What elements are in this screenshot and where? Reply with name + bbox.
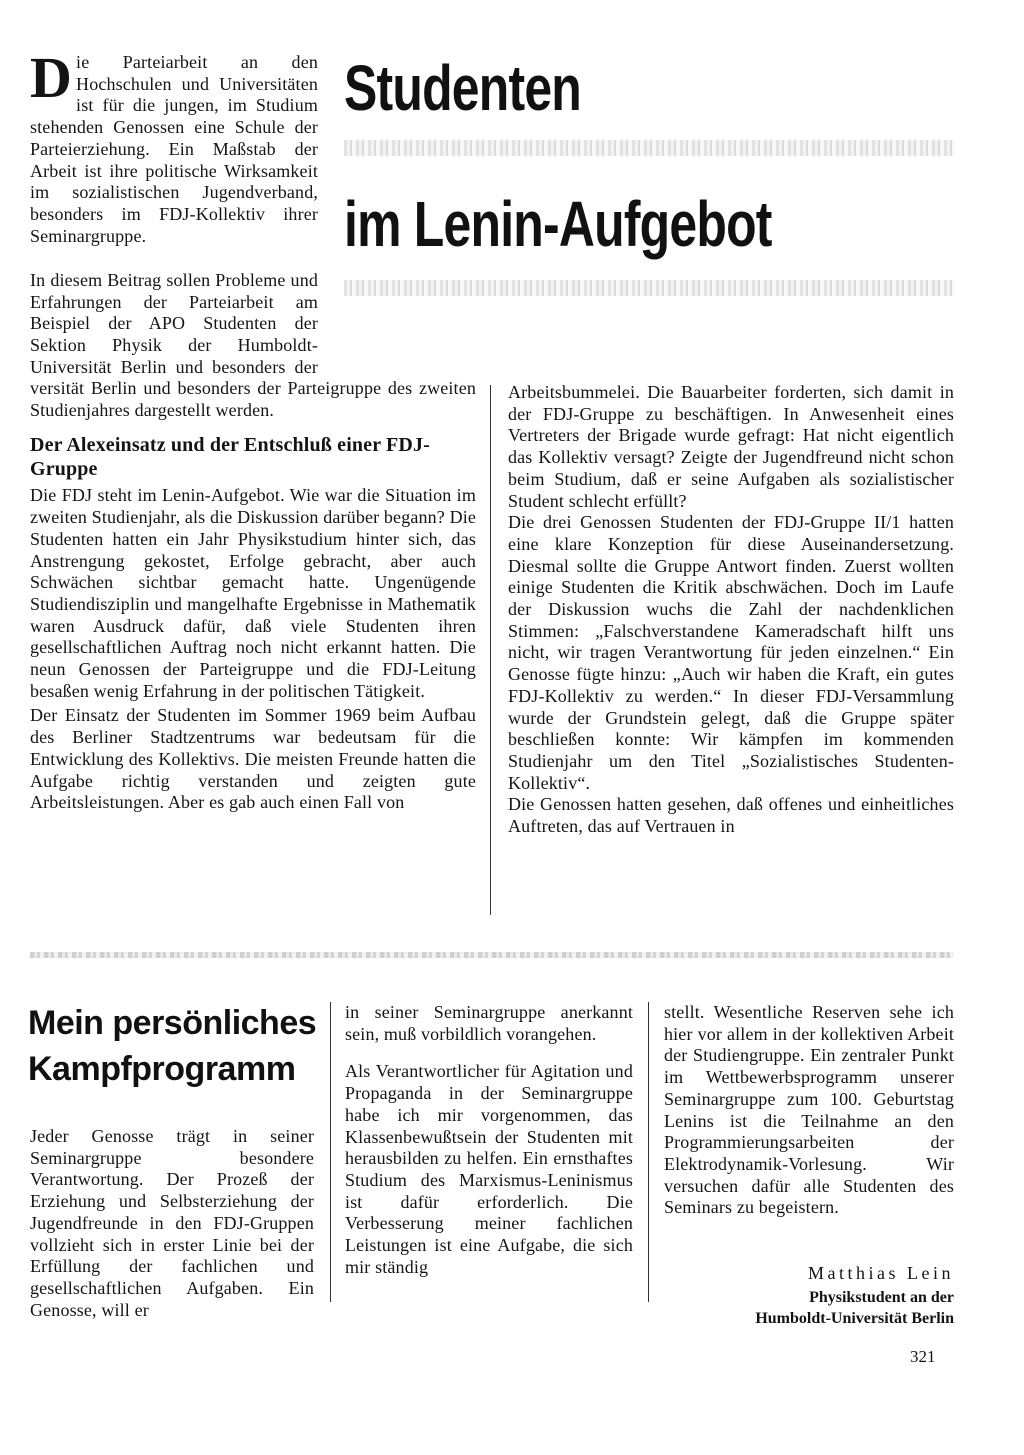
box-column-2-paragraph-1: in seiner Seminargruppe anerkannt sein, muß vorbildlich vorangehen. (345, 1002, 633, 1044)
section-heading: Der Alexeinsatz und der Entschluß einer FDJ-Gruppe (30, 434, 430, 481)
signature-role-2: Humboldt-Universität Berlin (755, 1310, 954, 1327)
intro-paragraph-2: In diesem Beitrag sollen Probleme und Erfahrungen der Parteiarbeit am Beispiel der APO Studenten der Sektion Physik der Humboldt-Universität Berlin und besonders der (30, 270, 318, 377)
box-title-line-2: Kampfprogramm (28, 1050, 296, 1088)
faded-subtitle-band-2 (344, 280, 954, 296)
dropcap: D (30, 45, 73, 110)
right-column (508, 382, 954, 838)
signature-role-1: Physikstudent an der (809, 1289, 954, 1306)
section-separator (30, 952, 954, 958)
left-column (30, 378, 476, 814)
box-column-2-paragraph-2: Als Verantwortlicher für Agitation und Propaganda in der Seminargruppe habe ich mir vorgenommen, das Klassenbewußtsein der Studenten mit herausbilden zu helfen. Ein ernsthaftes Studium des Marxismus-Leninismus ist dafür erforderlich. Die Verbesserung meiner fachlichen Leistungen ist eine Aufgabe, die sich mir ständig (345, 1061, 633, 1277)
headline-line-1: Studenten (344, 52, 582, 124)
headline-line-2: im Lenin-Aufgebot (344, 188, 772, 260)
intro-paragraph-2-tail: versität Berlin und besonders der Parteigruppe des zweiten Studienjahres dargestellt werden. (30, 378, 476, 420)
box-column-2 (345, 1002, 633, 1278)
box-column-3: stellt. Wesentliche Reserven sehe ich hier vor allem in der kollektiven Arbeit der Studiengruppe. Ein zentraler Punkt im Wettbewerbsprogramm unserer Seminargruppe zum 100. Geburtstag Lenins ist die Teilnahme an den Programmierungsarbeiten der Elektrodynamik-Vorlesung. Wir versuchen dafür alle Studenten des Seminars zu begeistern. (664, 1002, 954, 1218)
signature-name: Matthias Lein (808, 1263, 954, 1283)
intro-paragraph-1: Die Parteiarbeit an den Hochschulen und Universitäten ist für die jungen, im Studium stehenden Genossen eine Schule der Parteierziehung. Ein Maßstab der Arbeit ist ihre politische Wirksamkeit im sozialistischen Jugendverband, besonders im FDJ-Kollektiv ihrer Seminargruppe. (30, 45, 318, 246)
page-number: 321 (910, 1347, 936, 1366)
box-divider-1 (330, 1002, 331, 1302)
box-divider-2 (648, 1002, 649, 1302)
intro-column (30, 45, 318, 247)
section-paragraph-1: Die FDJ steht im Lenin-Aufgebot. Wie war die Situation im zweiten Studienjahr, als die Diskussion darüber begann? Die Studenten hatten ein Jahr Physikstudium hinter sich, das Anstrengung gekostet, Erfolge gebracht, aber auch Schwächen sichtbar gemacht hatte. Ungenügende Studiendisziplin und mangelhafte Ergebnisse in Mathematik waren Ausdruck dafür, daß viele Studenten ihren gesellschaftlichen Auftrag noch nicht erkannt hatten. Die neun Genossen der Parteigruppe und die FDJ-Leitung besaßen wenig Erfahrung in der politischen Tätigkeit. (30, 485, 477, 701)
column-divider (490, 385, 491, 915)
faded-subtitle-band-1 (344, 140, 954, 156)
right-paragraph-1: Arbeitsbummelei. Die Bauarbeiter forderten, sich damit in der FDJ-Gruppe zu beschäftigen. In Anwesenheit eines Vertreters der Brigade wurde gefragt: Hat nicht eigentlich das Kollektiv versagt? Zeigte der Jugendfreund nicht schon beim Studium, daß er seine Aufgaben als sozialistischer Student schlecht erfüllt? (508, 382, 954, 511)
section-paragraph-2: Der Einsatz der Studenten im Sommer 1969 beim Aufbau des Berliner Stadtzentrums war bedeutsam für die Entwicklung des Kollektivs. Die meisten Freunde hatten die Aufgabe richtig verstanden und zeigten gute Arbeitsleistungen. Aber es gab auch einen Fall von (30, 705, 476, 813)
box-title-line-1: Mein persönliches (28, 1004, 317, 1042)
right-paragraph-2: Die drei Genossen Studenten der FDJ-Gruppe II/1 hatten eine klare Konzeption für diese Auseinandersetzung. Diesmal sollte die Gruppe Antwort finden. Zuerst wollten einige Studenten die Kritik abschwächen. Doch im Laufe der Diskussion wuchs die Zahl der nachdenklichen Stimmen: „Falschverstandene Kameradschaft hilft uns nicht, wir tragen Verantwortung für jeden einzelnen.“ Ein Genosse fügte hinzu: „Auch wir haben die Kraft, ein gutes FDJ-Kollektiv zu werden.“ In dieser FDJ-Versammlung wurde der Grundstein gelegt, daß die Gruppe später beschließen konnte: Wir kämpfen im kommenden Studienjahr um den Titel „Sozialistisches Studenten-Kollektiv“. (508, 512, 954, 793)
right-paragraph-3: Die Genossen hatten gesehen, daß offenes und einheitliches Auftreten, das auf Vertrauen in (508, 794, 954, 837)
box-column-1: Jeder Genosse trägt in seiner Seminargruppe besondere Verantwortung. Der Prozeß der Erziehung und Selbsterziehung der Jugendfreunde in den FDJ-Gruppen vollzieht sich in erster Linie bei der Erfüllung der fachlichen und gesellschaftlichen Aufgaben. Ein Genosse, will er (30, 1126, 314, 1320)
